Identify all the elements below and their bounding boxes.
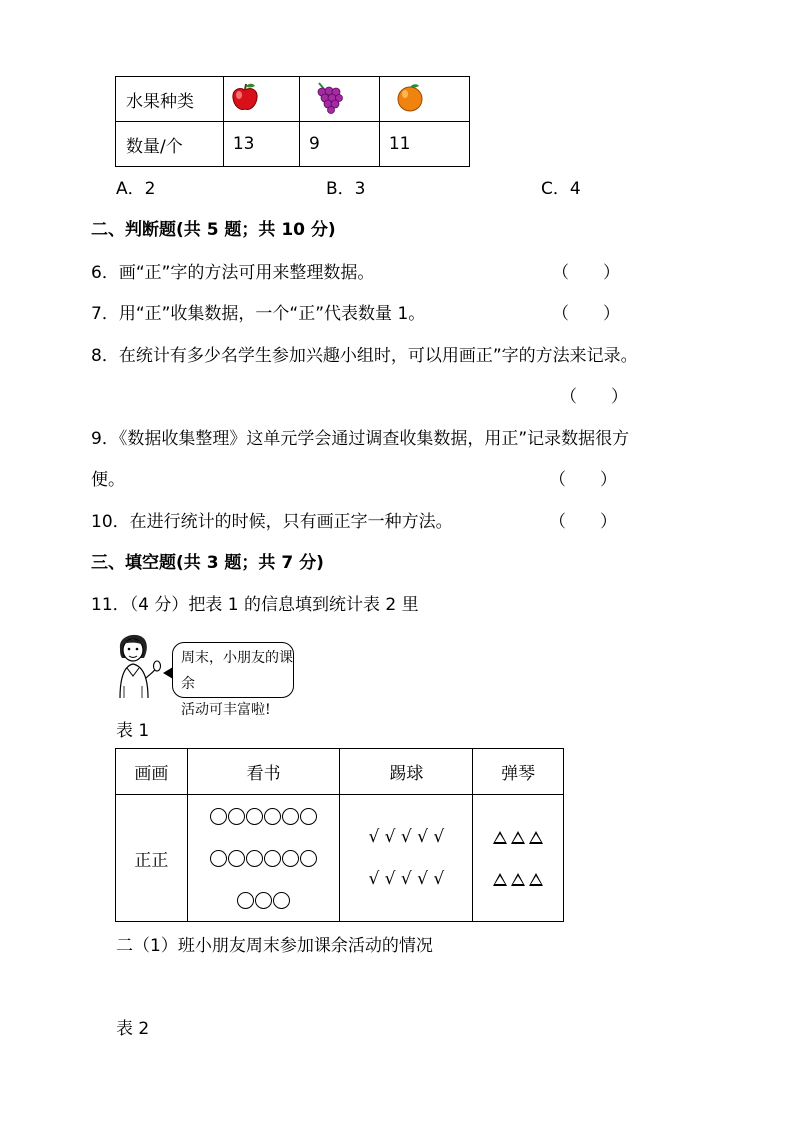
answer-paren-10[interactable]: （ ）	[549, 512, 617, 532]
fruit-cell-apple	[223, 77, 299, 122]
question-9-line2: 便。	[91, 470, 125, 490]
grapes-icon	[310, 80, 344, 114]
circle-mark	[237, 892, 254, 909]
table1-drawing-tally: 正正	[116, 795, 188, 922]
reading-circles-row	[188, 837, 340, 879]
circle-mark	[246, 850, 263, 867]
triangle-mark	[493, 831, 507, 844]
section2-heading: 二、判断题(共 5 题；共 10 分)	[91, 220, 336, 240]
question-8: 8．在统计有多少名学生参加兴趣小组时，可以用画正”字的方法来记录。	[91, 346, 638, 366]
fruit-table	[115, 76, 470, 167]
answer-paren-7[interactable]: （ ）	[552, 304, 620, 324]
fruit-cell-orange	[379, 77, 469, 122]
table1-soccer-marks	[340, 795, 473, 922]
fruit-count-apple: 13	[223, 122, 299, 167]
circle-mark	[282, 850, 299, 867]
triangle-mark	[511, 873, 525, 886]
soccer-checks-row: √ √ √ √ √	[368, 869, 445, 889]
soccer-checks-row: √ √ √ √ √	[368, 827, 445, 847]
speech-bubble-line2: 活动可丰富啦!	[181, 702, 271, 718]
circle-mark	[264, 808, 281, 825]
choice-a[interactable]: A．2	[116, 179, 156, 199]
answer-paren-8[interactable]: （ ）	[560, 387, 628, 407]
table1-header-reading: 看书	[187, 749, 340, 795]
question-11: 11．（4 分）把表 1 的信息填到统计表 2 里	[91, 595, 419, 615]
table1-header-piano: 弹琴	[473, 749, 564, 795]
fruit-count-orange: 11	[379, 122, 469, 167]
girl-illustration	[114, 628, 164, 700]
circle-mark	[210, 850, 227, 867]
reading-circles-row	[188, 879, 340, 921]
circle-mark	[210, 808, 227, 825]
table1-header-drawing: 画画	[116, 749, 188, 795]
circle-mark	[228, 808, 245, 825]
table1-reading-marks	[187, 795, 340, 922]
fruit-count-grapes: 9	[299, 122, 379, 167]
circle-mark	[255, 892, 272, 909]
speech-bubble	[172, 642, 294, 718]
circle-mark	[264, 850, 281, 867]
triangle-mark	[529, 873, 543, 886]
question-10: 10．在进行统计的时候，只有画正字一种方法。	[91, 512, 453, 532]
circle-mark	[228, 850, 245, 867]
circle-mark	[300, 808, 317, 825]
table1-piano-marks	[473, 795, 564, 922]
circle-mark	[300, 850, 317, 867]
question-6: 6．画“正”字的方法可用来整理数据。	[91, 263, 375, 283]
answer-paren-9[interactable]: （ ）	[549, 470, 617, 490]
reading-circles-row	[188, 795, 340, 837]
table1-label: 表 1	[116, 721, 150, 741]
triangle-mark	[493, 873, 507, 886]
question-7: 7．用“正”收集数据，一个“正”代表数量 1。	[91, 304, 426, 324]
answer-paren-6[interactable]: （ ）	[552, 263, 620, 283]
choice-c[interactable]: C．4	[541, 179, 581, 199]
piano-triangles-row	[473, 858, 563, 900]
choice-b[interactable]: B．3	[326, 179, 366, 199]
table-caption: 二（1）班小朋友周末参加课余活动的情况	[116, 936, 433, 956]
fruit-cell-grapes	[299, 77, 379, 122]
section3-heading: 三、填空题(共 3 题；共 7 分)	[91, 553, 324, 573]
apple-icon	[229, 81, 261, 113]
activity-table-1	[115, 748, 564, 922]
orange-icon	[394, 81, 426, 113]
speech-bubble-line1: 周末，小朋友的课余	[181, 650, 293, 692]
fruit-count-header: 数量/个	[116, 122, 224, 167]
circle-mark	[273, 892, 290, 909]
circle-mark	[282, 808, 299, 825]
table1-header-soccer: 踢球	[340, 749, 473, 795]
circle-mark	[246, 808, 263, 825]
fruit-type-header: 水果种类	[116, 77, 224, 122]
question-9-line1: 9．《数据收集整理》这单元学会通过调查收集数据，用正”记录数据很方	[91, 429, 630, 449]
triangle-mark	[529, 831, 543, 844]
table2-label: 表 2	[116, 1019, 150, 1039]
triangle-mark	[511, 831, 525, 844]
piano-triangles-row	[473, 816, 563, 858]
